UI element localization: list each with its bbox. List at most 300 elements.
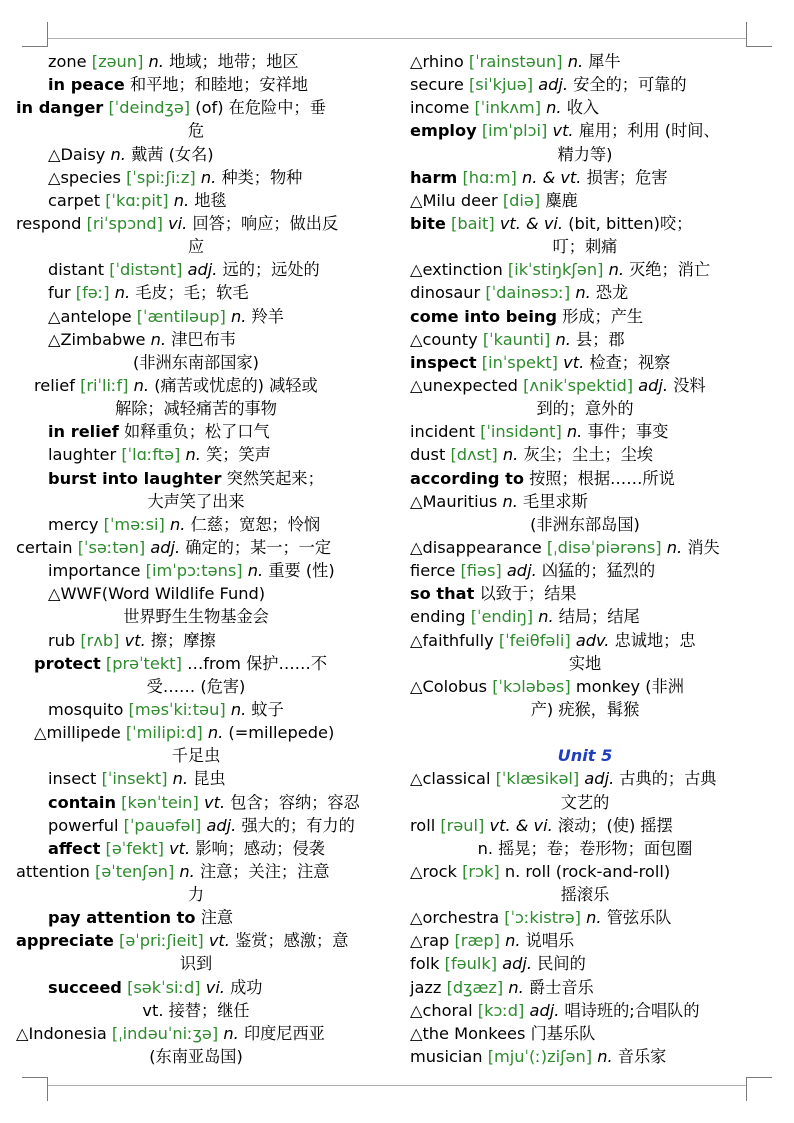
vocabulary-entry [410,119,760,142]
headword: pay attention to [48,908,196,928]
definition: 如释重负；松了口气 [123,422,270,442]
phonetic: [rʌb] [80,630,120,650]
phonetic: [imˈpɔːtəns] [145,561,243,581]
phonetic: [ˈdistənt] [109,260,183,280]
vocabulary-entry [410,166,760,189]
definition: 音乐家 [617,1047,667,1067]
part-of-speech: vt. & vi. [489,815,553,835]
part-of-speech: vi. [168,213,188,233]
vocabulary-entry [410,281,760,304]
phonetic: [rɔk] [462,861,500,881]
part-of-speech: n. [666,537,683,557]
part-of-speech: n. [230,699,247,719]
headword: certain [16,537,73,557]
spacer [410,721,760,744]
vocabulary-entry [16,976,376,999]
part-of-speech: vt. [169,838,191,858]
crop-mark-top-left-h [22,46,48,47]
phonetic: [ˈendiŋ] [470,607,534,627]
vocabulary-entry [410,536,760,559]
vocabulary-entry [16,143,376,166]
entry-continuation: 大声笑了出来 [147,491,245,511]
definition: 忠诚地；忠 [614,630,696,650]
definition: (=millepede) [228,723,335,743]
part-of-speech: n. [502,445,519,465]
definition: 损害；危害 [586,167,668,187]
headword: orchestra [422,908,500,928]
headword: insect [48,769,97,789]
phonetic: [ˌdisəˈpiərəns] [546,537,662,557]
vocabulary-entry [410,305,760,328]
headword: mosquito [48,699,124,719]
definition: 爵士音乐 [528,977,594,997]
vocabulary-entry [410,328,760,351]
vocabulary-entry [410,258,760,281]
entry-continuation: 应 [187,237,205,257]
definition: 县；郡 [576,329,625,349]
phonetic: [ˌindəuˈniːʒə] [111,1023,219,1043]
vocabulary-entry [410,814,760,837]
phonetic: [ʌnikˈspektid] [523,375,634,395]
entry-continuation: 解除；减轻痛苦的事物 [115,399,277,419]
vocabulary-entry [410,212,760,235]
vocabulary-entry [16,929,376,952]
part-of-speech: vt. [204,792,226,812]
definition: 唱诗班的;合唱队的 [564,1000,700,1020]
headword: Daisy [60,144,106,164]
definition: 没料 [673,375,706,395]
part-of-speech: vi. [205,977,225,997]
headword: mercy [48,514,99,534]
vocabulary-entry [16,652,376,675]
vocabulary-entry [16,258,376,281]
vocabulary-entry [410,1045,760,1068]
part-of-speech: n. [505,931,521,951]
headword: fur [48,283,71,303]
vocabulary-entry [410,559,760,582]
vocabulary-entry [410,351,760,374]
phonetic: [hɑːm] [462,167,517,187]
footer-rule [48,1085,746,1086]
phonetic: [kənˈtein] [121,792,199,812]
definition: 仁慈；宽恕；怜悯 [190,514,321,534]
vocabulary-entry [410,490,760,513]
headword: importance [48,561,141,581]
headword: protect [34,653,101,673]
part-of-speech: n. [170,514,186,534]
vocabulary-entry [16,559,376,582]
entry-continuation: 精力等) [557,144,613,164]
definition: 地毯 [194,190,227,210]
crop-mark-bottom-left-v [47,1077,48,1101]
entry-continuation: 文艺的 [560,792,610,812]
headword: according to [410,468,524,488]
triangle-marker-icon: △ [48,329,61,349]
definition: 确定的；某一；一定 [185,537,332,557]
headword: species [60,167,121,187]
phonetic: [fəː] [75,283,110,303]
part-of-speech: n. [586,908,602,928]
headword: distant [48,260,105,280]
part-of-speech: adv. [575,630,610,650]
headword: ending [410,607,466,627]
headword: WWF(Word Wildlife Fund) [60,584,266,604]
part-of-speech: n. [133,375,150,395]
headword: disappearance [422,537,542,557]
part-of-speech: n. [114,283,131,303]
headword: carpet [48,190,101,210]
definition: 滚动；(使) 摇摆 [557,815,673,835]
part-of-speech: n. [608,260,624,280]
vocabulary-entry [16,166,376,189]
vocabulary-column-right [410,50,760,1068]
crop-mark-bottom-left-h [22,1077,48,1078]
definition: 古典的；古典 [619,769,717,789]
headword: rub [48,630,76,650]
phonetic: [əˈpriːʃieit] [119,931,204,951]
part-of-speech: vt. & vi. [499,213,564,233]
part-of-speech: adj. [529,1000,560,1020]
definition: 重要 (性) [268,561,335,581]
vocabulary-entry [410,952,760,975]
definition: 恐龙 [595,283,629,303]
vocabulary-entry [16,536,376,559]
phonetic: [ˈdainəsɔː] [485,283,571,303]
part-of-speech: n. [223,1023,239,1043]
phonetic: [ˈæntiləup] [136,306,226,326]
part-of-speech: adj. [584,769,615,789]
vocabulary-entry [410,675,760,698]
vocabulary-entry [16,96,376,119]
triangle-marker-icon: △ [410,1000,423,1020]
headword: attention [16,861,90,881]
headword: choral [422,1000,473,1020]
definition: 麋鹿 [545,190,578,210]
triangle-marker-icon: △ [410,190,423,210]
vocabulary-entry [16,420,376,443]
phonetic: [ˈspiːʃiːz] [126,167,196,187]
headword: folk [410,954,440,974]
part-of-speech: n. [538,607,554,627]
part-of-speech: n. [508,977,524,997]
vocabulary-entry [16,374,376,397]
part-of-speech: n. [546,98,562,118]
part-of-speech: n. [179,861,195,881]
header-rule [48,38,746,39]
headword: incident [410,422,475,442]
unit-heading: Unit 5 [557,746,613,766]
vocabulary-entry [16,50,376,73]
crop-mark-bottom-right-v [746,1077,747,1101]
phonetic: [məsˈkiːtəu] [128,699,226,719]
phonetic: [ræp] [454,931,500,951]
part-of-speech: adj. [506,561,537,581]
phonetic: [ˈpauəfəl] [123,815,202,835]
phonetic: [əˈfekt] [105,838,164,858]
definition: 回答；响应；做出反 [192,213,339,233]
triangle-marker-icon: △ [410,1023,423,1043]
part-of-speech: n. [230,306,247,326]
entry-continuation: 识到 [179,954,213,974]
vocabulary-entry [16,513,376,536]
part-of-speech: n. [185,445,201,465]
vocabulary-entry [410,582,760,605]
vocabulary-entry [410,767,760,790]
vocabulary-entry [16,721,376,744]
phonetic: [bait] [451,213,495,233]
phonetic: [rəul] [440,815,485,835]
definition: 注意；关注；注意 [199,861,330,881]
part-of-speech: n. [567,52,584,71]
triangle-marker-icon: △ [410,676,423,696]
phonetic: [dʌst] [450,445,498,465]
vocabulary-entry [410,906,760,929]
phonetic: [ikˈstiŋkʃən] [507,260,604,280]
headword: rhino [422,52,464,71]
phonetic: [ˈrainstəun] [468,52,563,71]
part-of-speech: vt. [563,352,585,372]
definition: 成功 [230,977,263,997]
phonetic: [fəulk] [444,954,498,974]
definition: 形成；产生 [562,306,644,326]
definition: 毛皮；毛；软毛 [135,283,249,303]
vocabulary-entry [16,860,376,883]
vocabulary-entry [410,605,760,628]
headword: affect [48,838,101,858]
headword: unexpected [422,375,518,395]
part-of-speech: adj. [206,815,237,835]
definition: 说唱乐 [525,931,575,951]
definition: 凶猛的；猛烈的 [541,561,656,581]
part-of-speech: n. [200,167,217,187]
definition: 灰尘；尘土；尘埃 [523,445,653,465]
headword: the Monkees [422,1023,526,1043]
definition: 戴茜 (女名) [131,144,214,164]
triangle-marker-icon: △ [410,329,423,349]
phonetic: [səkˈsiːd] [127,977,201,997]
part-of-speech: n. [148,52,164,71]
headword: county [422,329,478,349]
vocabulary-entry [16,791,376,814]
vocabulary-entry [16,629,376,652]
phonetic: [ˈdeindʒə] [108,98,191,118]
vocabulary-entry [16,305,376,328]
headword: faithfully [422,630,494,650]
phonetic: [ˈkɑːpit] [105,190,169,210]
definition: 雇用；利用 (时间、 [578,121,720,141]
phonetic: [prəˈtekt] [105,653,182,673]
definition: 突然笑起来； [226,468,324,488]
vocabulary-entry [16,767,376,790]
part-of-speech: n. [172,769,189,789]
vocabulary-entry [410,96,760,119]
headword: musician [410,1047,483,1067]
vocabulary-entry [410,420,760,443]
vocabulary-entry [410,929,760,952]
definition: 和平地；和睦地；安祥地 [129,75,308,95]
vocabulary-entry [410,73,760,96]
triangle-marker-icon: △ [410,931,423,951]
headword: powerful [48,815,119,835]
triangle-marker-icon: △ [48,584,61,604]
definition: 强大的；有力的 [241,815,355,835]
definition: 管弦乐队 [606,908,672,928]
vocabulary-entry [16,582,376,605]
triangle-marker-icon: △ [16,1023,29,1043]
headword: succeed [48,977,122,997]
phonetic: [ˈinsidənt] [480,422,562,442]
phonetic: [diə] [502,190,541,210]
vocabulary-entry [410,189,760,212]
headword: dinosaur [410,283,481,303]
headword: millipede [46,723,121,743]
phonetic: [ˈɔːkistrə] [504,908,581,928]
phonetic: [siˈkjuə] [468,75,534,95]
entry-continuation: 世界野生生物基金会 [123,607,269,627]
definition: 影响；感动；侵袭 [195,838,325,858]
headword: rock [422,861,457,881]
headword: in relief [48,422,119,442]
part-of-speech: n. [173,190,190,210]
phonetic: [ˈinkʌm] [474,98,542,118]
vocabulary-entry [16,328,376,351]
entry-continuation: (东南亚岛国) [149,1047,243,1067]
crop-mark-bottom-right-h [746,1077,772,1078]
triangle-marker-icon: △ [410,375,423,395]
phonetic: [ˈkaunti] [482,329,551,349]
phonetic: [dʒæz] [446,977,504,997]
headword: appreciate [16,931,114,951]
headword: zone [48,52,87,71]
part-of-speech: n. & vt. [522,167,582,187]
vocabulary-entry [410,976,760,999]
definition: 犀牛 [588,52,621,71]
triangle-marker-icon: △ [410,769,423,789]
headword: antelope [60,306,132,326]
headword: employ [410,121,477,141]
headword: respond [16,213,82,233]
definition: 蚊子 [251,699,284,719]
headword: inspect [410,352,477,372]
part-of-speech: adj. [638,375,669,395]
headword: relief [34,375,75,395]
vocabulary-entry [16,837,376,860]
phonetic: [ˈlɑːftə] [121,445,181,465]
definition: 安全的；可靠的 [573,75,687,95]
part-of-speech: adj. [187,260,218,280]
entry-continuation: 危 [187,121,205,141]
headword: in peace [48,75,125,95]
part-of-speech: n. [597,1047,613,1067]
definition: 按照；根据……所说 [529,468,675,488]
vocabulary-entry [16,73,376,96]
phonetic: [mjuˈ(ː)ziʃən] [487,1047,593,1067]
part-of-speech: n. [555,329,571,349]
definition: 灭绝；消亡 [629,260,711,280]
entry-continuation: 产) 疣猴，髯猴 [530,699,640,719]
triangle-marker-icon: △ [410,537,423,557]
phonetic: [ˈsəːtən] [77,537,146,557]
part-of-speech: n. [247,561,264,581]
triangle-marker-icon: △ [48,144,61,164]
phonetic: [ˈmilipiːd] [125,723,203,743]
part-of-speech: adj. [502,954,533,974]
definition: 门基乐队 [530,1023,596,1043]
headword: classical [422,769,491,789]
definition: monkey (非洲 [575,676,684,696]
phonetic: [ˈməːsi] [103,514,165,534]
definition: 结局；结尾 [558,607,640,627]
headword: dust [410,445,446,465]
part-of-speech: n. [502,491,518,511]
part-of-speech: vt. [552,121,574,141]
part-of-speech: n. [207,723,224,743]
definition: 印度尼西亚 [243,1023,325,1043]
triangle-marker-icon: △ [410,260,423,280]
entry-continuation: 受…… (危害) [146,676,246,696]
phonetic: [riˈliːf] [80,375,129,395]
part-of-speech: vt. [208,931,230,951]
vocabulary-entry [16,212,376,235]
part-of-speech: vt. [124,630,146,650]
vocabulary-entry [410,860,760,883]
definition: 包含；容纳；容忍 [230,792,360,812]
part-of-speech: adj. [538,75,569,95]
definition: (bit, bitten)咬； [568,213,693,233]
entry-continuation: 实地 [568,653,602,673]
triangle-marker-icon: △ [48,306,61,326]
definition: 以致于；结果 [479,584,577,604]
vocabulary-entry [16,467,376,490]
headword: contain [48,792,116,812]
entry-continuation: (非洲东部岛国) [530,514,640,534]
vocabulary-entry [410,1022,760,1045]
definition: n. roll (rock-and-roll) [504,861,671,881]
vocabulary-entry [16,698,376,721]
phonetic: [ˈkɔləbəs] [492,676,571,696]
vocabulary-entry [16,814,376,837]
vocabulary-entry [410,467,760,490]
triangle-marker-icon: △ [410,861,423,881]
part-of-speech: n. [566,422,583,442]
crop-mark-top-left-v [47,22,48,46]
vocabulary-entry [16,1022,376,1045]
phonetic: [ˈklæsikəl] [495,769,580,789]
entry-continuation: 摇滚乐 [560,885,610,905]
phonetic: [ˈinsekt] [101,769,168,789]
headword: burst into laughter [48,468,222,488]
definition: 收入 [566,98,600,118]
entry-continuation: (非洲东南部国家) [133,352,259,372]
definition: 民间的 [537,954,586,974]
part-of-speech: n. [110,144,126,164]
entry-continuation: 叮；刺痛 [552,237,618,257]
definition: 注意 [200,908,234,928]
headword: so that [410,584,475,604]
entry-continuation: 力 [187,885,205,905]
definition: 远的；远处的 [222,260,320,280]
headword: in danger [16,98,104,118]
phonetic: [ˈfeiθfəli] [498,630,571,650]
definition: 擦；摩擦 [150,630,216,650]
definition: …from 保护……不 [187,653,328,673]
definition: 消失 [687,537,720,557]
entry-continuation: 千足虫 [171,746,221,766]
triangle-marker-icon: △ [34,723,47,743]
headword: Milu deer [422,190,498,210]
vocabulary-entry [16,443,376,466]
crop-mark-top-right-h [746,46,772,47]
